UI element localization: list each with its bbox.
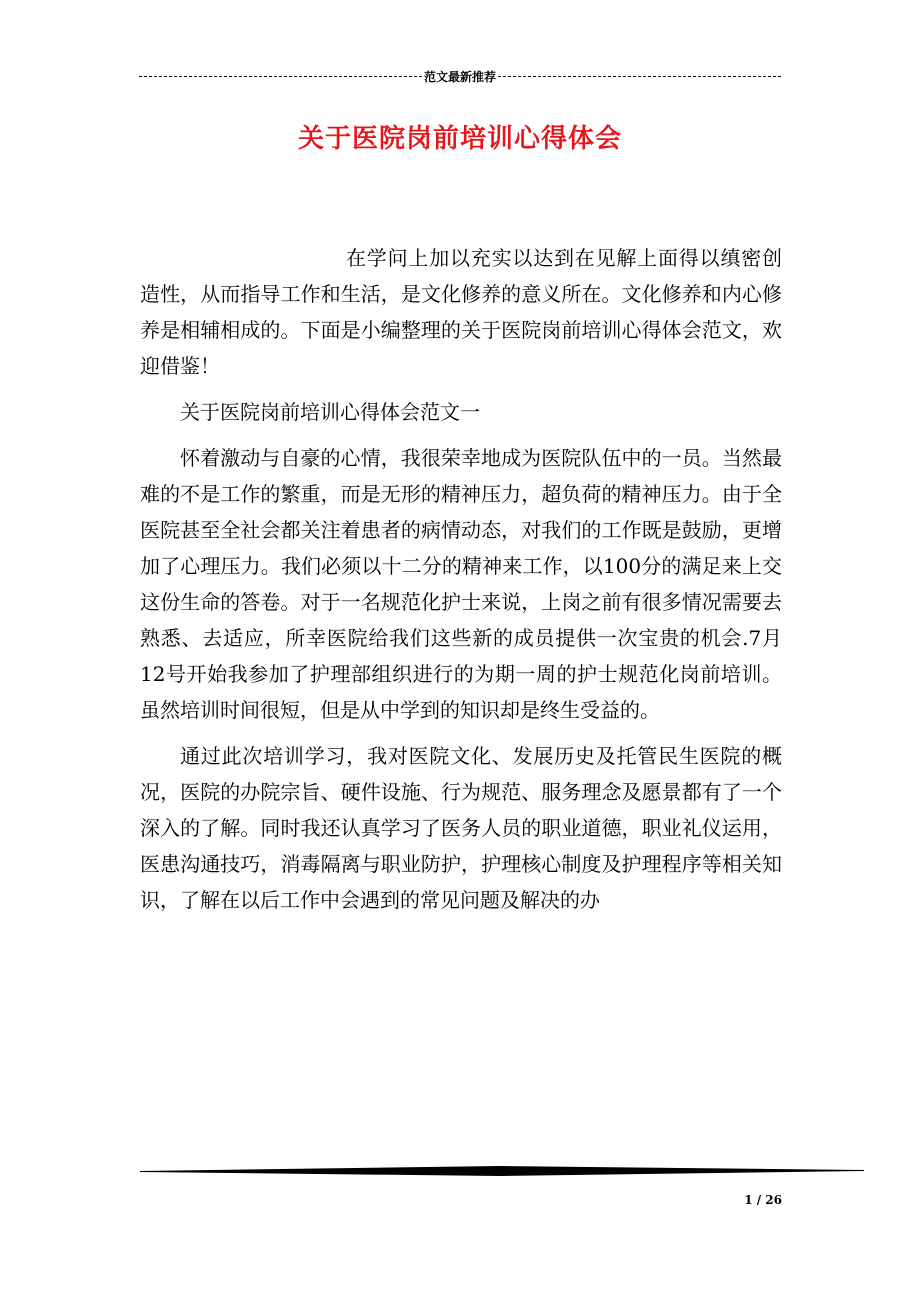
header-label: 范文最新推荐 (424, 69, 497, 84)
footer-divider (140, 1164, 864, 1178)
page-number: 1 / 26 (744, 1193, 782, 1207)
header-dash-right (498, 76, 781, 77)
document-body (140, 240, 782, 928)
body-paragraph: 怀着激动与自豪的心情，我很荣幸地成为医院队伍中的一员。当然最难的不是工作的繁重，而是无形的精神压力，超负荷的精神压力。由于全医院甚至全社会都关注着患者的病情动态，对我们的工作既是鼓励，更增加了心理压力。我们必须以十二分的精神来工作，以100分的满足来上交这份生命的答卷。对于一名规范化护士来说，上岗之前有很多情况需要去熟悉、去适应，所幸医院给我们这些新的成员提供一次宝贵的机会.7月12号开始我参加了护理部组织进行的为期一周的护士规范化岗前培训。虽然培训时间很短，但是从中学到的知识却是终生受益的。 (140, 446, 782, 722)
header-dash-left (139, 76, 422, 77)
page-header (139, 66, 781, 86)
intro-paragraph: 在学问上加以充实以达到在见解上面得以缜密创造性，从而指导工作和生活，是文化修养的意义所在。文化修养和内心修养是相辅相成的。下面是小编整理的关于医院岗前培训心得体会范文，欢迎借鉴！ (140, 246, 782, 378)
section-heading: 关于医院岗前培训心得体会范文一 (180, 400, 480, 424)
body-paragraph: 通过此次培训学习，我对医院文化、发展历史及托管民生医院的概况，医院的办院宗旨、硬件设施、行为规范、服务理念及愿景都有了一个深入的了解。同时我还认真学习了医务人员的职业道德，职业礼仪运用，医患沟通技巧，消毒隔离与职业防护，护理核心制度及护理程序等相关知识，了解在以后工作中会遇到的常见问题及解决的办 (140, 744, 782, 912)
document-title: 关于医院岗前培训心得体会 (297, 124, 622, 154)
